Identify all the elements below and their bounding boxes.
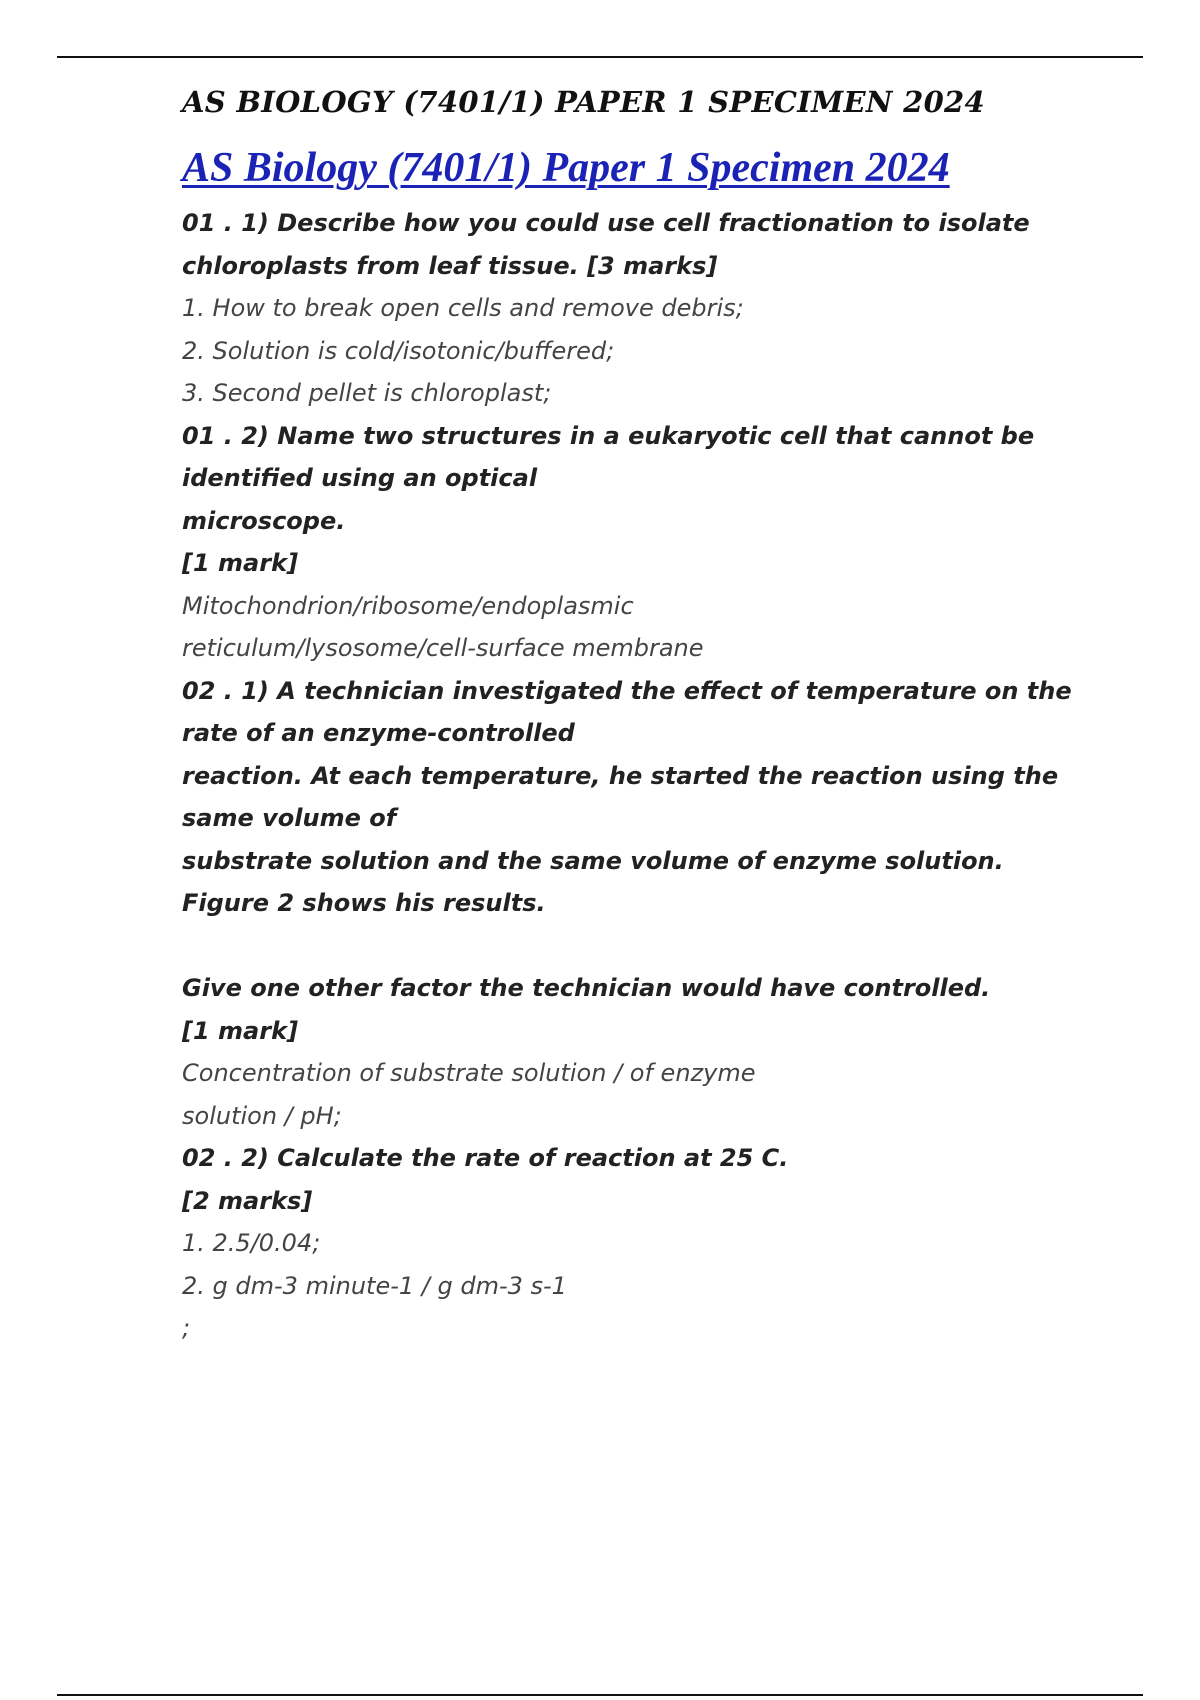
answer-line: solution / pH; [182,1101,342,1130]
document-title: AS Biology (7401/1) Paper 1 Specimen 2024 [182,145,950,191]
question-text: substrate solution and the same volume of enzyme solution. [182,846,1004,875]
question-02-2 [182,1137,1042,1350]
question-text: same volume of [182,804,397,832]
answer-line: 3. Second pellet is chloroplast; [182,379,552,407]
question-text: chloroplasts from leaf tissue. [3 marks] [182,251,718,280]
question-text: Figure 2 shows his results. [182,889,546,917]
question-text: reaction. At each temperature, he started the reaction using the [182,761,1059,790]
question-text: 01 . 2) Name two structures in a eukaryotic cell that cannot be [182,421,1035,450]
question-text: 01 . 1) Describe how you could use cell fractionation to isolate [182,209,1030,237]
question-text: rate of an enzyme-controlled [182,719,575,747]
document-body [182,80,1072,1350]
answer-line: 2. Solution is cold/isotonic/buffered; [182,336,615,365]
question-text: microscope. [182,506,346,535]
answer-line: Concentration of substrate solution / of enzyme [182,1059,756,1087]
bottom-rule [57,1694,1143,1696]
question-01-1 [182,202,1042,415]
marks-label: [1 mark] [182,1016,298,1045]
answer-line: ; [182,1314,191,1342]
question-text: 02 . 1) A technician investigated the effect of temperature on the [182,676,1072,705]
page-header: AS BIOLOGY (7401/1) PAPER 1 SPECIMEN 2024 [182,85,986,119]
question-text: identified using an optical [182,464,538,492]
top-rule [57,56,1143,58]
answer-line: reticulum/lysosome/cell-surface membrane [182,634,704,662]
marks-label: [1 mark] [182,549,298,577]
answer-line: 1. How to break open cells and remove debris; [182,294,744,322]
question-01-2 [182,415,1042,670]
answer-line: Mitochondrion/ribosome/endoplasmic [182,591,634,620]
marks-label: [2 marks] [182,1186,313,1215]
question-prompt: Give one other factor the technician would have controlled. [182,974,991,1002]
question-02-1 [182,670,1072,1138]
blank-spacer [182,925,1042,968]
answer-line: 2. g dm-3 minute-1 / g dm-3 s-1 [182,1271,567,1300]
answer-line: 1. 2.5/0.04; [182,1229,321,1257]
question-text: 02 . 2) Calculate the rate of reaction at 25 C. [182,1144,789,1172]
